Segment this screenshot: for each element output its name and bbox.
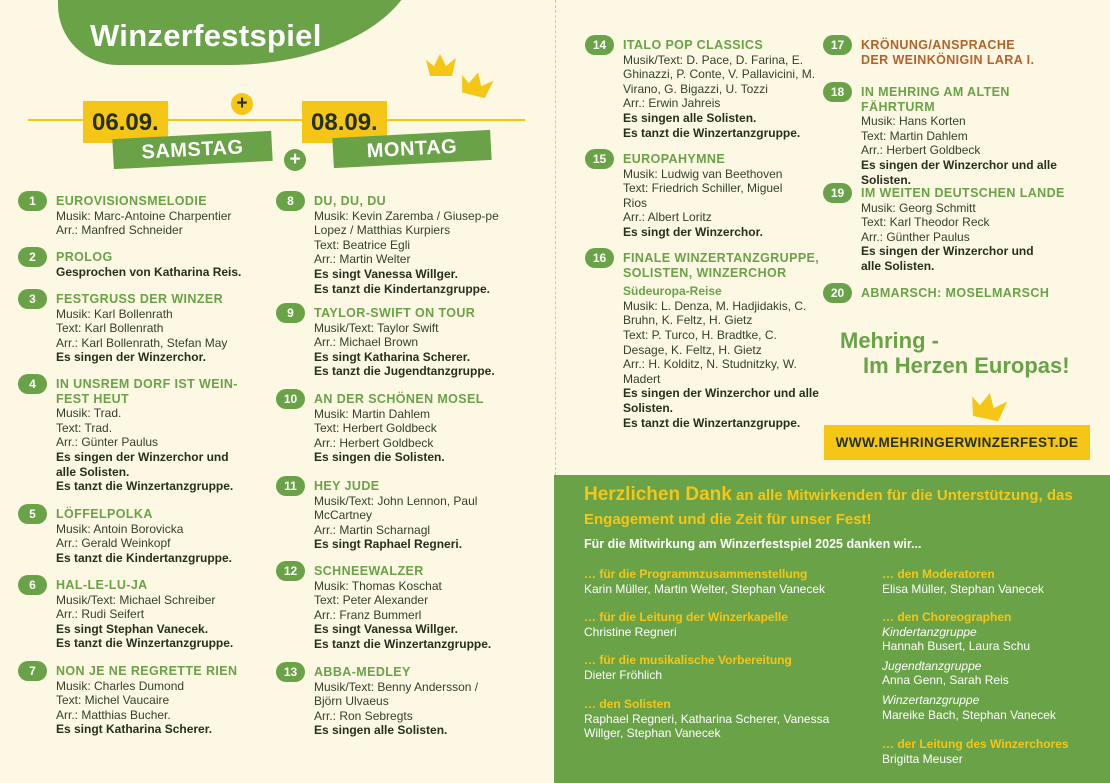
item-number: 12 [276, 561, 305, 581]
credit-group: Winzertanzgruppe [882, 692, 980, 707]
item-line: Musik: Karl Bollenrath [56, 306, 173, 321]
item-line: Arr.: Albert Loritz [623, 210, 712, 225]
program-item-9 [287, 306, 514, 379]
crown-icon [968, 390, 1008, 424]
item-line: Musik: Trad. [56, 406, 122, 421]
program-item-10 [283, 392, 514, 465]
item-performer: Es tanzt die Winzertanzgruppe. [623, 125, 801, 140]
item-title: KRÖNUNG/ANSPRACHE DER WEINKÖNIGIN LARA I. [861, 38, 1035, 67]
crown-icon [424, 52, 458, 80]
item-number: 1 [18, 191, 47, 211]
item-line: Arr.: Gerald Weinkopf [56, 536, 171, 551]
item-number: 16 [585, 248, 614, 268]
item-line: Arr.: Erwin Jahreis [623, 96, 721, 111]
item-line: Musik: Marc-Antoine Charpentier [56, 208, 232, 223]
credit-heading: … für die Programmzusammenstellung [584, 567, 808, 581]
credit-names: Raphael Regneri, Katharina Scherer, Vanessa Willger, Stephan Vanecek [584, 711, 830, 741]
item-title: ITALO POP CLASSICS [623, 38, 764, 52]
item-line: Musik/Text: John Lennon, Paul McCartney [314, 493, 478, 523]
plus-icon: + [231, 93, 253, 115]
slogan-line-1: Mehring - [840, 328, 939, 353]
item-performer: Es singen der Winzerchor und alle Solisten. [861, 244, 1034, 273]
credit-band [584, 610, 854, 639]
item-performer: Es tanzt die Winzertanzgruppe. [314, 636, 492, 651]
item-number: 9 [276, 303, 305, 323]
credit-group: Kindertanzgruppe [882, 624, 977, 639]
item-number: 8 [276, 191, 305, 211]
item-title: ABBA-MEDLEY [314, 665, 411, 679]
program-item-5 [29, 507, 301, 565]
item-title: DU, DU, DU [314, 194, 387, 208]
program-item-14 [592, 38, 818, 140]
item-performer: Es singen der Winzerchor und alle Solisten. [56, 449, 229, 479]
page-fold [555, 0, 556, 475]
program-item-2 [29, 250, 301, 279]
item-title: FESTGRUSS DER WINZER [56, 292, 224, 306]
credit-names: Dieter Fröhlich [584, 667, 663, 682]
credit-music-prep [584, 653, 854, 682]
item-number: 11 [276, 476, 305, 496]
credit-heading: … den Moderatoren [882, 567, 995, 581]
credit-heading: … für die musikalische Vorbereitung [584, 653, 792, 667]
item-line: Musik: Charles Dumond [56, 678, 185, 693]
credit-names: Hannah Busert, Laura Schu [882, 639, 1031, 654]
item-number: 5 [18, 504, 47, 524]
program-item-16 [592, 251, 823, 430]
item-subtitle: Südeuropa-Reise [623, 284, 722, 299]
item-number: 6 [18, 575, 47, 595]
credit-names: Mareike Bach, Stephan Vanecek [882, 707, 1056, 722]
item-number: 14 [585, 35, 614, 55]
slogan-line-2: Im Herzen Europas! [863, 353, 1070, 378]
program-item-7 [29, 664, 301, 737]
item-line: Text: Beatrice Egli [314, 237, 411, 252]
item-number: 18 [823, 82, 852, 102]
item-title: IN UNSREM DORF IST WEIN-FEST HEUT [56, 377, 238, 406]
item-line: Text: Michel Vaucaire [56, 693, 170, 708]
item-line: Arr.: Herbert Goldbeck [314, 435, 434, 450]
credit-moderators [882, 567, 1102, 596]
item-line: Musik/Text: D. Pace, D. Farina, E. Ghinazzi, P. Conte, V. Pallavicini, M. Virano, G. Bigazzi, U. Tozzi [623, 52, 816, 96]
item-performer: Es tanzt die Kindertanzgruppe. [56, 550, 233, 565]
item-number: 15 [585, 149, 614, 169]
item-line: Text: Friedrich Schiller, Miguel Rios [623, 181, 783, 210]
date-saturday: 06.09. [83, 101, 168, 143]
thanks-headline-rest: an alle Mitwirkenden für die Unterstützung, das Engagement und die Zeit für unser Fest! [584, 487, 1073, 528]
item-performer: Es tanzt die Jugendtanzgruppe. [314, 364, 495, 379]
thanks-section [554, 475, 1110, 783]
item-title: AN DER SCHÖNEN MOSEL [314, 392, 484, 406]
credit-choreographers [882, 610, 1102, 722]
item-title: HEY JUDE [314, 479, 380, 493]
item-performer: Es singt Katharina Scherer. [56, 722, 213, 737]
item-line: Arr.: H. Kolditz, N. Studnitzky, W. Madert [623, 357, 797, 386]
item-performer: Es singen alle Solisten. [623, 110, 757, 125]
program-item-8 [287, 194, 502, 296]
item-line: Musik/Text: Michael Schreiber [56, 592, 216, 607]
item-line: Arr.: Ron Sebregts [314, 708, 413, 723]
credit-soloists [584, 697, 846, 741]
item-number: 13 [276, 662, 305, 682]
item-number: 10 [276, 389, 305, 409]
item-line: Musik: Kevin Zaremba / Giusep-pe Lopez / Matthias Kurpiers [314, 208, 499, 238]
item-line: Text: Peter Alexander [314, 593, 429, 608]
credit-names: Brigitta Meuser [882, 751, 963, 766]
item-performer: Es singt Vanessa Willger. [314, 622, 458, 637]
item-line: Musik/Text: Taylor Swift [314, 320, 439, 335]
item-number: 7 [18, 661, 47, 681]
item-line: Arr.: Karl Bollenrath, Stefan May [56, 335, 228, 350]
item-line: Text: Martin Dahlem [861, 128, 968, 143]
program-item-13 [283, 665, 504, 738]
item-performer: Es tanzt die Kindertanzgruppe. [314, 281, 491, 296]
date-monday: 08.09. [302, 101, 387, 143]
item-number: 19 [823, 183, 852, 203]
item-title: NON JE NE REGRETTE RIEN [56, 664, 238, 678]
item-line: Arr.: Martin Welter [314, 252, 411, 267]
item-performer: Gesprochen von Katharina Reis. [56, 264, 242, 279]
item-number: 4 [18, 374, 47, 394]
item-number: 20 [823, 283, 852, 303]
item-title: HAL-LE-LU-JA [56, 578, 148, 592]
credit-names: Karin Müller, Martin Welter, Stephan Vanecek [584, 581, 826, 596]
day-monday: MONTAG [332, 130, 491, 168]
thanks-headline [584, 483, 1104, 532]
plus-icon: + [284, 149, 306, 171]
crown-icon [458, 70, 494, 100]
item-line: Text: P. Turco, H. Bradtke, C. Desage, K. Feltz, H. Gietz [623, 327, 777, 357]
item-performer: Es singt Katharina Scherer. [314, 349, 471, 364]
item-number: 3 [18, 289, 47, 309]
item-line: Arr.: Martin Scharnagl [314, 522, 431, 537]
credit-names: Elisa Müller, Stephan Vanecek [882, 581, 1044, 596]
item-performer: Es singt Raphael Regneri. [314, 537, 463, 552]
item-performer: Es singen der Winzerchor und alle Solisten. [861, 157, 1057, 187]
item-number: 2 [18, 247, 47, 267]
item-line: Musik: Thomas Koschat [314, 578, 442, 593]
item-line: Musik: Antoin Borovicka [56, 521, 184, 536]
item-line: Text: Trad. [56, 420, 113, 435]
item-title: ABMARSCH: MOSELMARSCH [861, 286, 1050, 300]
item-line: Arr.: Matthias Bucher. [56, 707, 171, 722]
item-line: Arr.: Rudi Seifert [56, 607, 145, 622]
item-line: Arr.: Herbert Goldbeck [861, 143, 981, 158]
item-line: Text: Herbert Goldbeck [314, 421, 437, 436]
program-item-3 [29, 292, 301, 365]
item-title: TAYLOR-SWIFT ON TOUR [314, 306, 476, 320]
item-line: Text: Karl Bollenrath [56, 321, 164, 336]
item-title: FINALE WINZERTANZGRUPPE, SOLISTEN, WINZERCHOR [623, 251, 820, 280]
item-title: SCHNEEWALZER [314, 564, 424, 578]
item-performer: Es tanzt die Winzertanzgruppe. [56, 636, 234, 651]
item-performer: Es tanzt die Winzertanzgruppe. [56, 479, 234, 494]
credit-names: Christine Regneri [584, 624, 677, 639]
item-line: Arr.: Manfred Schneider [56, 223, 183, 238]
item-performer: Es tanzt die Winzertanzgruppe. [623, 415, 801, 430]
item-performer: Es singen der Winzerchor und alle Solisten. [623, 386, 819, 415]
item-performer: Es singen die Solisten. [314, 450, 445, 465]
item-line: Arr.: Günter Paulus [56, 435, 159, 450]
item-performer: Es singt Vanessa Willger. [314, 266, 458, 281]
item-title: EUROPAHYMNE [623, 152, 726, 166]
credit-heading: … den Solisten [584, 697, 671, 711]
page-title: Winzerfestspiel [90, 18, 322, 53]
item-performer: Es singen alle Solisten. [314, 723, 448, 738]
item-title: LÖFFELPOLKA [56, 507, 153, 521]
thanks-intro: Für die Mitwirkung am Winzerfestspiel 2025 danken wir... [584, 537, 922, 551]
item-title: EUROVISIONSMELODIE [56, 194, 207, 208]
item-line: Musik: Georg Schmitt [861, 200, 976, 215]
item-line: Musik: Hans Korten [861, 114, 966, 129]
credit-group: Jugendtanzgruppe [882, 658, 982, 673]
item-line: Musik: Martin Dahlem [314, 406, 431, 421]
credit-heading: … der Leitung des Winzerchores [882, 737, 1069, 751]
item-line: Arr.: Michael Brown [314, 335, 419, 350]
item-line: Musik/Text: Benny Andersson / Björn Ulvaeus [314, 679, 479, 709]
credit-heading: … den Choreographen [882, 610, 1012, 624]
item-line: Musik: Ludwig van Beethoven [623, 166, 783, 181]
item-number: 17 [823, 35, 852, 55]
program-item-4 [29, 377, 246, 494]
program-item-11 [284, 479, 504, 552]
thanks-headline-big: Herzlichen Dank [584, 484, 732, 505]
program-item-20 [830, 286, 1081, 301]
item-performer: Es singt Stephan Vanecek. [56, 621, 209, 636]
item-performer: Es singen der Winzerchor. [56, 350, 206, 365]
credit-names: Anna Genn, Sarah Reis [882, 673, 1009, 688]
day-saturday: SAMSTAG [112, 131, 272, 169]
program-item-18 [830, 85, 1081, 187]
credit-program [584, 567, 854, 596]
program-item-17 [830, 38, 1036, 67]
item-title: IN MEHRING AM ALTEN FÄHRTURM [861, 85, 1010, 114]
item-line: Musik: L. Denza, M. Hadjidakis, C. Bruhn, K. Feltz, H. Gietz [623, 298, 807, 328]
program-item-12 [283, 564, 514, 652]
program-item-1 [29, 194, 301, 238]
program-item-19 [830, 186, 1081, 274]
credit-heading: … für die Leitung der Winzerkapelle [584, 610, 788, 624]
program-item-15 [592, 152, 803, 240]
item-line: Text: Karl Theodor Reck [861, 215, 990, 230]
item-performer: Es singt der Winzerchor. [623, 224, 763, 239]
item-line: Arr.: Günther Paulus [861, 229, 970, 244]
item-title: PROLOG [56, 250, 113, 264]
item-line: Arr.: Franz Bummerl [314, 607, 422, 622]
item-title: IM WEITEN DEUTSCHEN LANDE [861, 186, 1065, 200]
credit-choir [882, 737, 1102, 766]
website-link[interactable]: WWW.MEHRINGERWINZERFEST.DE [824, 425, 1090, 460]
program-item-6 [29, 578, 301, 651]
